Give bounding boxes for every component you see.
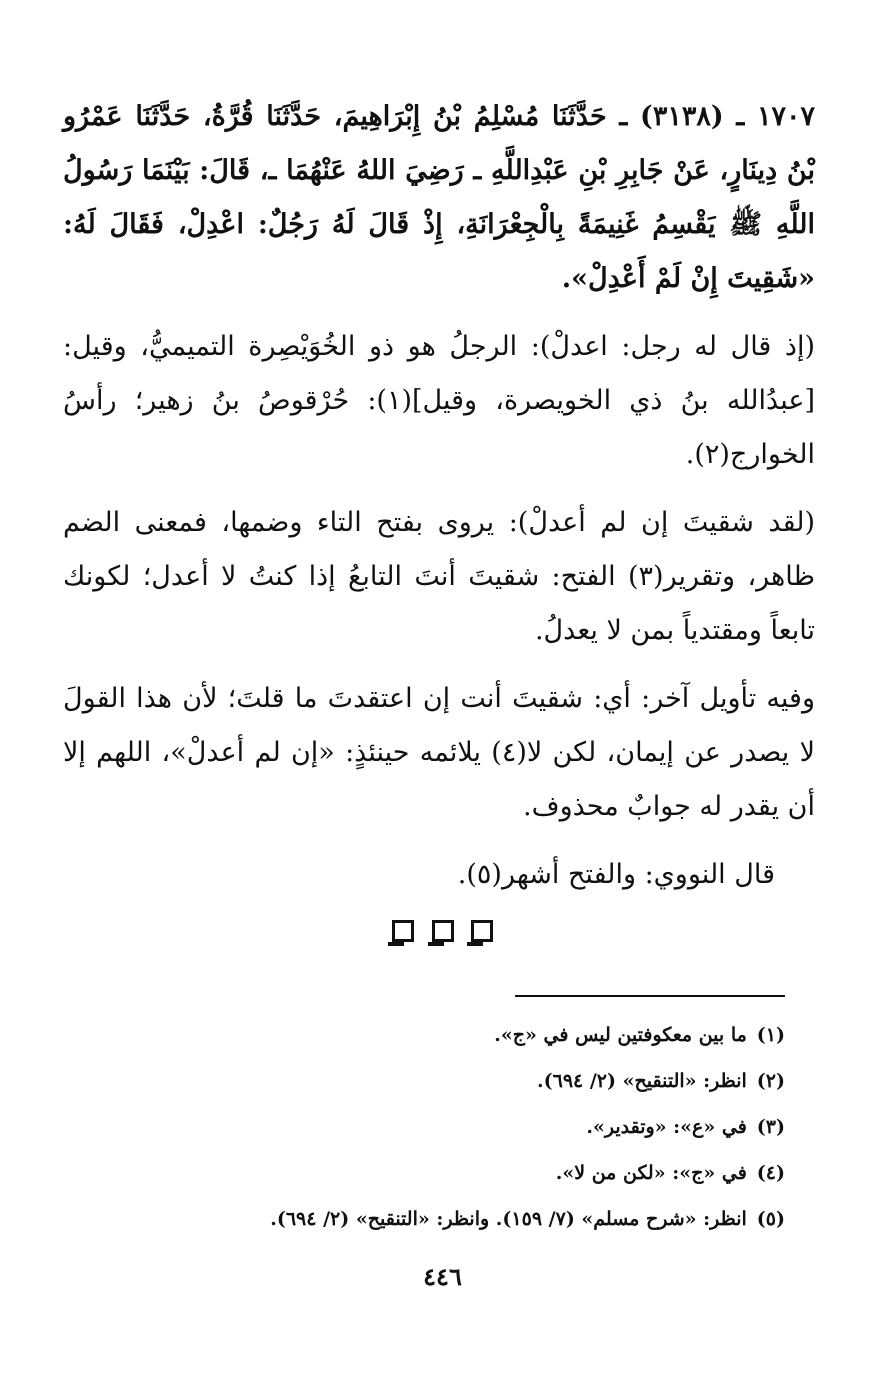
hadith-paragraph: ١٧٠٧ ـ (٣١٣٨) ـ حَدَّثَنَا مُسْلِمُ بْنُ إِبْرَاهِيمَ، حَدَّثَنَا قُرَّةُ، حَدَّثَنَا عَمْرُو بْنُ دِينَارٍ، عَنْ جَابِرِ بْنِ عَبْدِاللَّهِ ـ رَضِيَ اللهُ عَنْهُمَا ـ، قَالَ: بَيْنَمَا رَسُولُ اللَّهِ ﷺ يَقْسِمُ غَنِيمَةً بِالْجِعْرَانَةِ، إِذْ قَالَ لَهُ رَجُلٌ: اعْدِلْ، فَقَالَ لَهُ: «شَقِيتَ إِنْ لَمْ أَعْدِلْ». bbox=[63, 101, 815, 294]
square-ornament-icon bbox=[471, 920, 493, 942]
footnote-text: انظر: «التنقيح» (٢/ ٦٩٤). bbox=[537, 1070, 747, 1092]
section-separator bbox=[0, 920, 885, 946]
footnote-number: (٣) bbox=[756, 1116, 785, 1138]
commentary-paragraph: وفيه تأويل آخر: أي: شقيتَ أنت إن اعتقدتَ ما قلتَ؛ لأن هذا القولَ لا يصدر عن إيمان، لكن لا(٤) يلائمه حينئذٍ: «إن لم أعدلْ»، اللهم إلا أن يقدر له جوابٌ محذوف. bbox=[63, 683, 815, 822]
footnote-item bbox=[85, 1058, 785, 1104]
footnote-number: (٤) bbox=[756, 1162, 785, 1184]
footnote-item bbox=[85, 1012, 785, 1058]
footnote-item bbox=[85, 1150, 785, 1196]
square-ornament-icon bbox=[392, 920, 414, 942]
footnote-text: انظر: «شرح مسلم» (٧/ ١٥٩). وانظر: «التنقيح» (٢/ ٦٩٤). bbox=[270, 1208, 747, 1230]
commentary-paragraph: قال النووي: والفتح أشهر(٥). bbox=[457, 859, 775, 890]
footnote-item bbox=[85, 1104, 785, 1150]
footnote-item bbox=[85, 1196, 785, 1242]
footnote-text: في «ج»: «لكن من لا». bbox=[555, 1162, 747, 1184]
page-number: ٤٤٦ bbox=[423, 1262, 462, 1291]
main-text bbox=[63, 90, 815, 916]
footnote-number: (٢) bbox=[756, 1070, 785, 1092]
commentary-paragraph: (لقد شقيتَ إن لم أعدلْ): يروى بفتح التاء وضمها، فمعنى الضم ظاهر، وتقرير(٣) الفتح: شقيتَ أنتَ التابعُ إذا كنتُ لا أعدل؛ لكونك تابعاً ومقتدياً بمن لا يعدلُ. bbox=[63, 507, 816, 646]
footnote-number: (١) bbox=[756, 1024, 785, 1046]
commentary-paragraph: (إذ قال له رجل: اعدلْ): الرجلُ هو ذو الخُوَيْصِرة التميميُّ، وقيل: [عبدُالله بنُ ذي الخويصرة، وقيل](١): حُرْقوصُ بنُ زهير؛ رأسُ الخوارج(٢). bbox=[63, 331, 815, 470]
square-ornament-icon bbox=[432, 920, 454, 942]
footnote-number: (٥) bbox=[756, 1208, 785, 1230]
footnote-text: في «ع»: «وتقدير». bbox=[586, 1116, 747, 1138]
footnote-divider bbox=[515, 995, 785, 997]
footnotes bbox=[85, 1012, 785, 1242]
footnote-text: ما بين معكوفتين ليس في «ج». bbox=[494, 1024, 747, 1046]
